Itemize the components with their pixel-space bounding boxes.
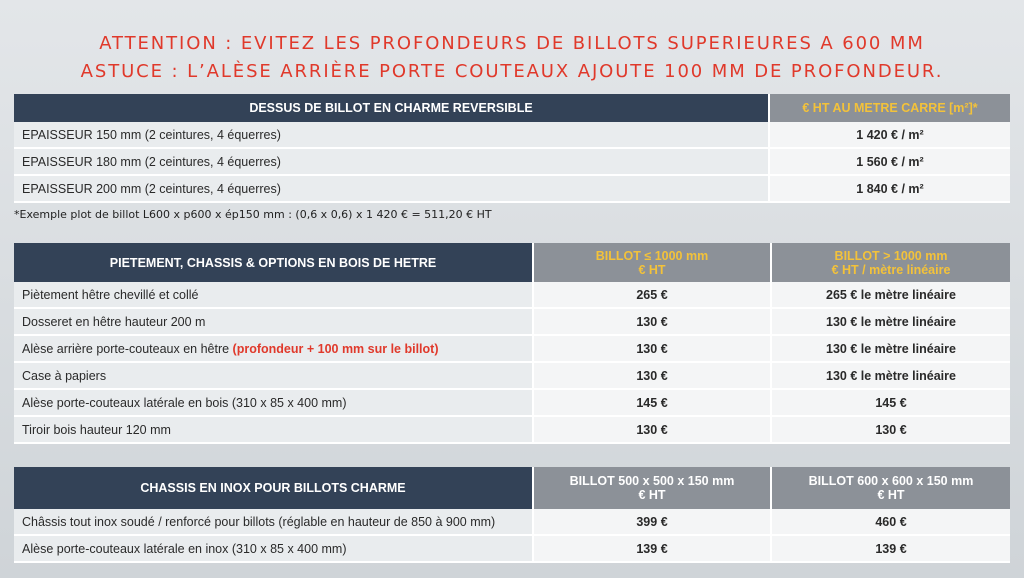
table-row [14, 536, 1010, 563]
col1-line1: BILLOT 500 x 500 x 150 mm [569, 474, 735, 488]
table2-header-col2 [772, 243, 1010, 282]
row-price-1: 130 € [534, 417, 772, 444]
charme-top-table [14, 94, 1010, 203]
row-label: Alèse porte-couteaux latérale en inox (310 x 85 x 400 mm) [14, 536, 534, 563]
table3-header-col1 [534, 467, 772, 509]
col2-line2: € HT [877, 488, 905, 502]
row-price: 1 560 € / m² [770, 149, 1010, 176]
example-note: *Exemple plot de billot L600 x p600 x ép150 mm : (0,6 x 0,6) x 1 420 € = 511,20 € HT [14, 208, 492, 221]
inox-chassis-table [14, 467, 1010, 563]
row-label: EPAISSEUR 200 mm (2 ceintures, 4 équerres) [14, 176, 770, 203]
row-label: Tiroir bois hauteur 120 mm [14, 417, 534, 444]
table-row [14, 509, 1010, 536]
table2-header-label: PIETEMENT, CHASSIS & OPTIONS EN BOIS DE HETRE [14, 243, 534, 282]
col2-line1: BILLOT > 1000 mm [834, 248, 948, 263]
table-row [14, 336, 1010, 363]
col2-line1: BILLOT 600 x 600 x 150 mm [808, 474, 974, 488]
row-label: EPAISSEUR 150 mm (2 ceintures, 4 équerres) [14, 122, 770, 149]
row-price-1: 139 € [534, 536, 772, 563]
table-row [14, 122, 1010, 149]
warning-headline: ATTENTION : EVITEZ LES PROFONDEURS DE BILLOTS SUPERIEURES A 600 MM [99, 33, 925, 54]
row-price-1: 130 € [534, 336, 772, 363]
row-label: Case à papiers [14, 363, 534, 390]
table-row [14, 176, 1010, 203]
table2-header-col1 [534, 243, 772, 282]
table-row [14, 149, 1010, 176]
row-label: Châssis tout inox soudé / renforcé pour billots (réglable en hauteur de 850 à 900 mm) [14, 509, 534, 536]
row-label: EPAISSEUR 180 mm (2 ceintures, 4 équerres) [14, 149, 770, 176]
col1-line1: BILLOT ≤ 1000 mm [595, 248, 709, 263]
row-price: 1 840 € / m² [770, 176, 1010, 203]
row-price-2: 145 € [772, 390, 1010, 417]
table-row [14, 363, 1010, 390]
row-price-2: 130 € le mètre linéaire [772, 363, 1010, 390]
table-row [14, 417, 1010, 444]
table3-header-label: CHASSIS EN INOX POUR BILLOTS CHARME [14, 467, 534, 509]
row-price: 1 420 € / m² [770, 122, 1010, 149]
row-label: Dosseret en hêtre hauteur 200 m [14, 309, 534, 336]
row-price-2: 130 € [772, 417, 1010, 444]
row-price-1: 130 € [534, 309, 772, 336]
row-label: Piètement hêtre chevillé et collé [14, 282, 534, 309]
col1-line2: € HT [638, 262, 666, 277]
tip-headline: ASTUCE : L’ALÈSE ARRIÈRE PORTE COUTEAUX AJOUTE 100 MM DE PROFONDEUR. [80, 61, 944, 82]
row-price-2: 130 € le mètre linéaire [772, 309, 1010, 336]
row-price-1: 265 € [534, 282, 772, 309]
row-price-2: 265 € le mètre linéaire [772, 282, 1010, 309]
row-price-2: 130 € le mètre linéaire [772, 336, 1010, 363]
table3-header-col2 [772, 467, 1010, 509]
table-row [14, 309, 1010, 336]
row-price-2: 139 € [772, 536, 1010, 563]
table-row [14, 390, 1010, 417]
row-price-2: 460 € [772, 509, 1010, 536]
table1-header-label: DESSUS DE BILLOT EN CHARME REVERSIBLE [14, 94, 770, 122]
row-price-1: 130 € [534, 363, 772, 390]
col1-line2: € HT [638, 488, 666, 502]
row-label-text: Alèse arrière porte-couteaux en hêtre [22, 341, 233, 356]
row-price-1: 399 € [534, 509, 772, 536]
row-price-1: 145 € [534, 390, 772, 417]
row-label-highlight: (profondeur + 100 mm sur le billot) [232, 341, 439, 356]
table-row [14, 282, 1010, 309]
row-label [14, 336, 534, 363]
table1-header-price: € HT AU METRE CARRE [m²]* [770, 94, 1010, 122]
col2-line2: € HT / mètre linéaire [831, 262, 951, 277]
hetre-options-table [14, 243, 1010, 444]
row-label: Alèse porte-couteaux latérale en bois (310 x 85 x 400 mm) [14, 390, 534, 417]
